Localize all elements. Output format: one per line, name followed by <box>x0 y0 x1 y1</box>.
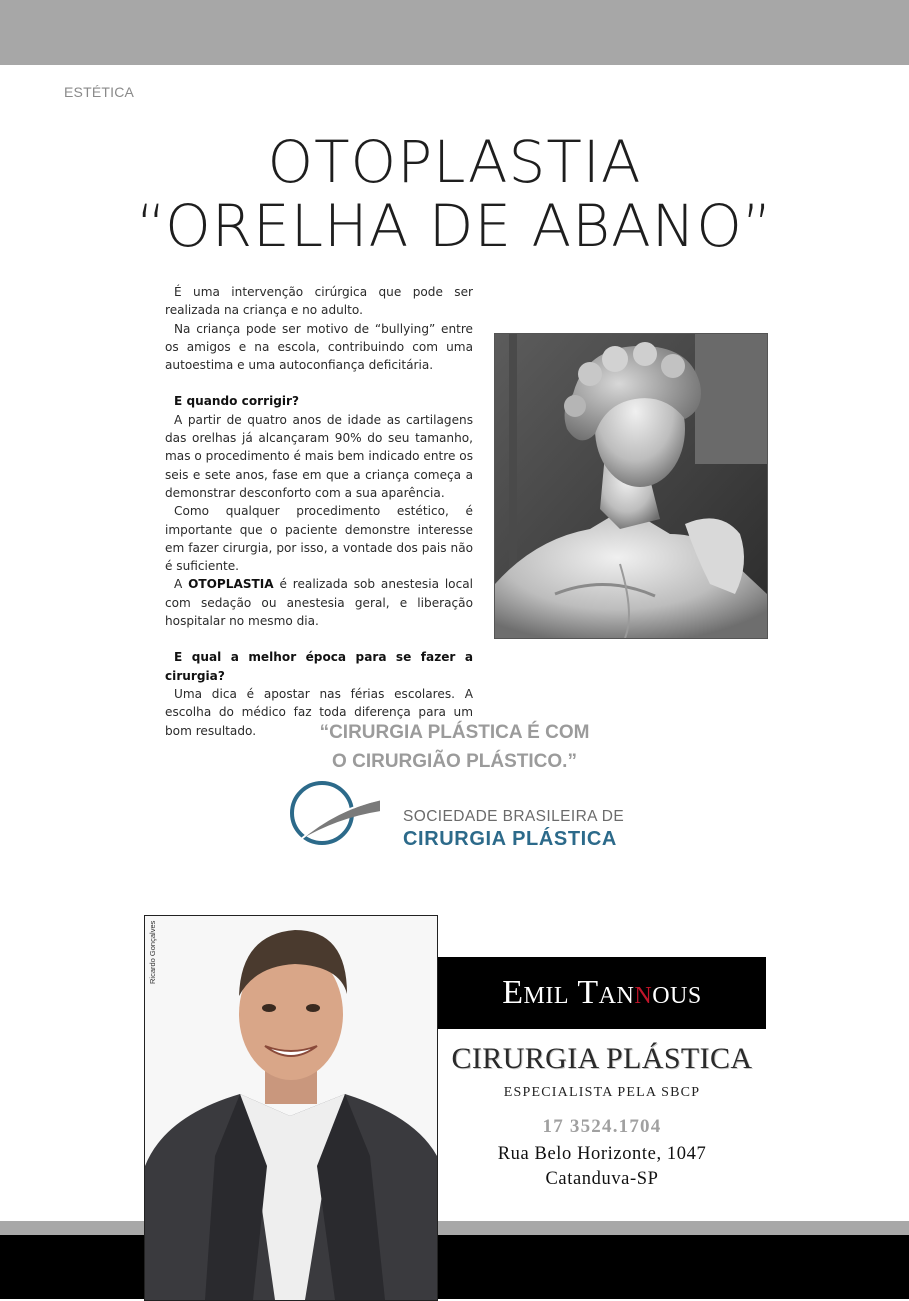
title-line-1: OTOPLASTIA <box>267 128 642 196</box>
doctor-name-box <box>438 957 766 1029</box>
pull-quote <box>0 718 909 776</box>
paragraph-4: Como qualquer procedimento estético, é importante que o paciente demonstre interesse em fazer cirurgia, por isso, a vontade dos pais não é suficiente. <box>165 504 473 574</box>
paragraph-5 <box>165 575 473 630</box>
paragraph-2: Na criança pode ser motivo de “bullying” entre os amigos e na escola, contribuindo com uma autoestima e uma autoconfiança deficitária. <box>165 321 473 373</box>
doctor-portrait <box>144 915 438 1301</box>
doctor-name-accent: n <box>634 974 653 1011</box>
section-label: ESTÉTICA <box>64 84 135 100</box>
address <box>438 1142 766 1192</box>
bottom-gray-strip <box>0 1221 909 1235</box>
top-bar <box>0 0 909 65</box>
portrait-illustration <box>145 916 437 1300</box>
sbcp-name-line-1: SOCIEDADE BRASILEIRA DE <box>403 808 625 825</box>
phone-number: 17 3524.1704 <box>542 1116 662 1137</box>
otoplastia-bold: OTOPLASTIA <box>188 577 274 592</box>
paragraph-3: A partir de quatro anos de idade as cartilagens das orelhas já alcançaram 90% do seu tamanho, mas o procedimento é mais bem indicado entre os seis e sete anos, fase em que a criança começa a demonstrar desconforto com a sua aparência. <box>165 412 473 500</box>
article-title <box>0 130 909 258</box>
subheading-when: E quando corrigir? <box>174 394 300 409</box>
paragraph-1: É uma intervenção cirúrgica que pode ser realizada na criança e no adulto. <box>165 285 473 318</box>
address-line-2: Catanduva-SP <box>545 1169 659 1189</box>
paragraph-5-rest: é realizada sob anestesia local com sedação ou anestesia geral, e liberação hospitalar no mesmo dia. <box>165 577 473 629</box>
quote-line-1: “CIRURGIA PLÁSTICA É COM <box>319 722 590 743</box>
paragraph-6: Uma dica é apostar nas férias escolares. A escolha do médico faz toda diferença para um bom resultado. <box>165 686 473 738</box>
specialist-credential: ESPECIALISTA PELA SBCP <box>503 1085 701 1100</box>
doctor-name <box>502 974 701 1012</box>
sbcp-name-line-2: CIRURGIA PLÁSTICA <box>403 828 617 850</box>
statue-illustration <box>495 334 767 638</box>
david-statue-image <box>494 333 768 639</box>
article-body <box>165 283 473 740</box>
subheading-best-time: E qual a melhor época para se fazer a cirurgia? <box>165 650 473 683</box>
sbcp-logo-icon <box>280 780 380 846</box>
photo-credit: Ricardo Gonçalves <box>148 920 157 984</box>
paragraph-5-prefix: A <box>174 577 189 592</box>
specialty: CIRURGIA PLÁSTICA <box>451 1042 753 1075</box>
title-line-2: “ORELHA DE ABANO” <box>136 192 773 260</box>
doctor-name-part-1: Emil Tan <box>502 974 635 1011</box>
address-line-1: Rua Belo Horizonte, 1047 <box>497 1144 707 1164</box>
bottom-black-strip <box>0 1235 909 1299</box>
doctor-name-part-2: ous <box>652 974 702 1011</box>
quote-line-2: O CIRURGIÃO PLÁSTICO.” <box>332 751 577 772</box>
